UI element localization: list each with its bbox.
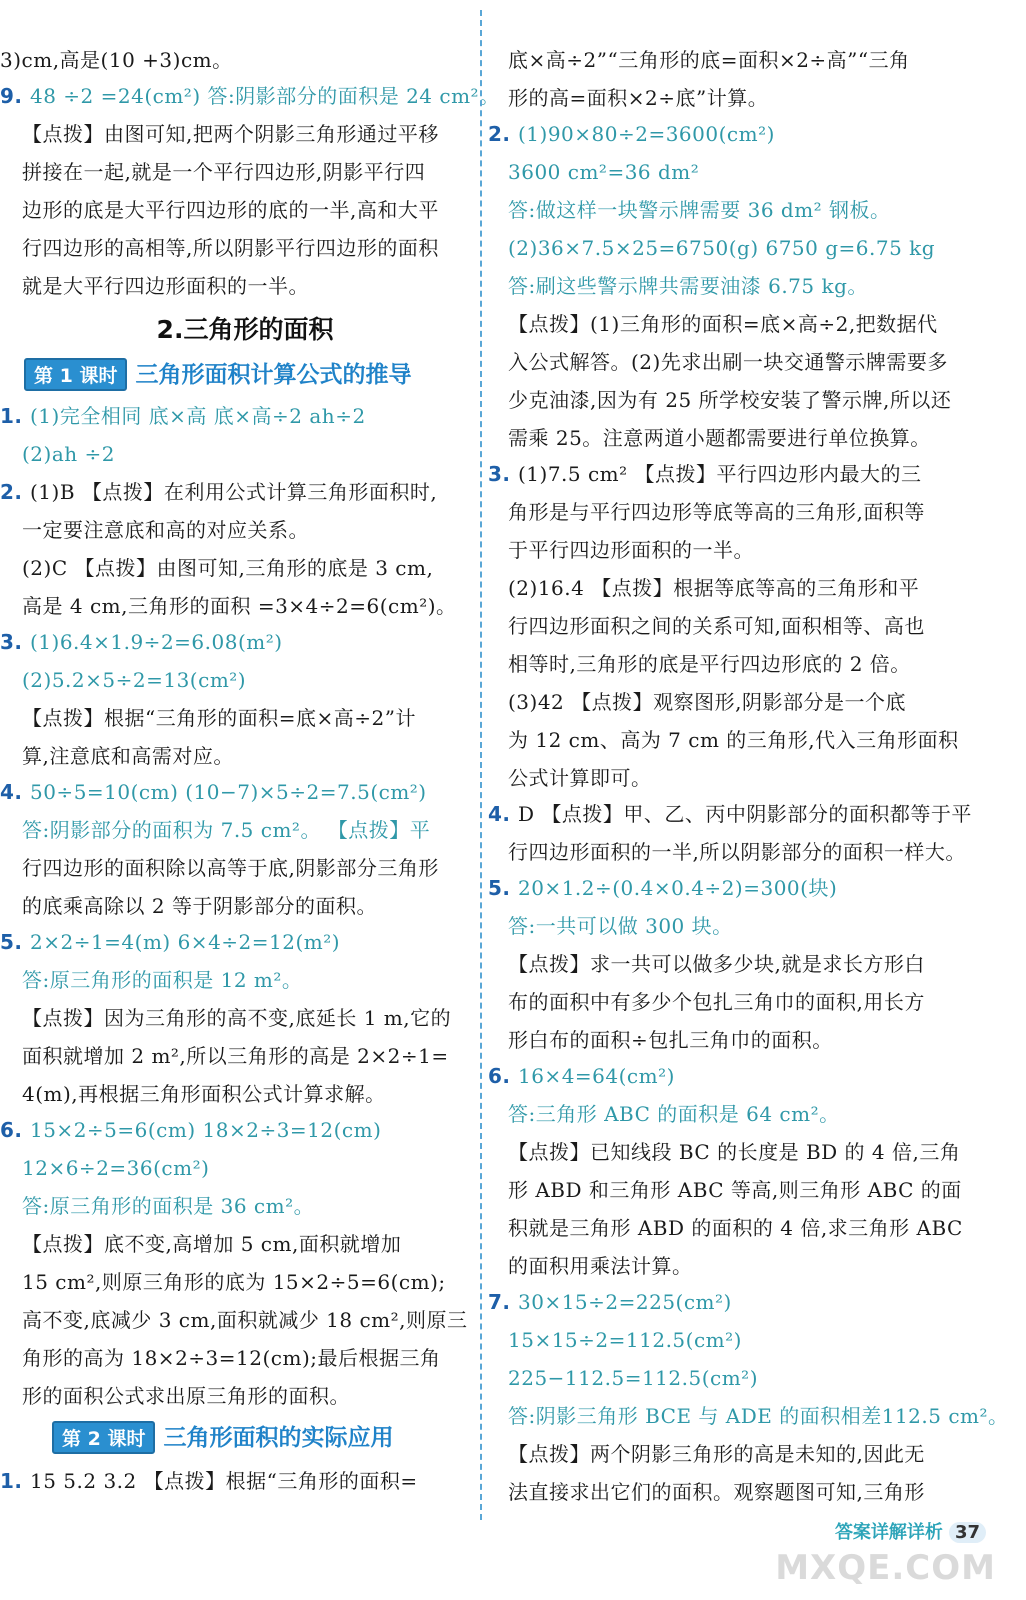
left-line: 角形的高为 18×2÷3=12(cm);最后根据三角 — [22, 1346, 441, 1370]
left-line: 一定要注意底和高的对应关系。 — [22, 518, 309, 542]
left-line: 【点拨】由图可知,把两个阴影三角形通过平移 — [22, 122, 439, 146]
right-line: (2)16.4 【点拨】根据等底等高的三角形和平 — [508, 576, 920, 600]
left-line: 4(m),再根据三角形面积公式计算求解。 — [22, 1082, 386, 1106]
right-line: 答:做这样一块警示牌需要 36 dm² 钢板。 — [508, 198, 891, 222]
right-line: 3600 cm²=36 dm² — [508, 160, 700, 184]
left-line: 6. 15×2÷5=6(cm) 18×2÷3=12(cm) — [0, 1118, 382, 1142]
right-line: 答:一共可以做 300 块。 — [508, 914, 733, 938]
right-line: 的面积用乘法计算。 — [508, 1254, 693, 1278]
right-line: 形白布的面积÷包扎三角巾的面积。 — [508, 1028, 833, 1052]
right-line: 公式计算即可。 — [508, 766, 652, 790]
lesson-1-header — [24, 356, 411, 391]
right-line: 入公式解答。(2)先求出刷一块交通警示牌需要多 — [508, 350, 948, 374]
right-line: 225−112.5=112.5(cm²) — [508, 1366, 758, 1390]
left-line: 3)cm,高是(10 +3)cm。 — [0, 48, 233, 72]
right-line: 布的面积中有多少个包扎三角巾的面积,用长方 — [508, 990, 925, 1014]
right-line: 7. 30×15÷2=225(cm²) — [488, 1290, 732, 1314]
left-line: 就是大平行四边形面积的一半。 — [22, 274, 309, 298]
left-line: 【点拨】因为三角形的高不变,底延长 1 m,它的 — [22, 1006, 452, 1030]
left-line: 行四边形的高相等,所以阴影平行四边形的面积 — [22, 236, 439, 260]
left-line: 12×6÷2=36(cm²) — [22, 1156, 210, 1180]
right-line: 积就是三角形 ABD 的面积的 4 倍,求三角形 ABC — [508, 1216, 963, 1240]
right-line: 【点拨】求一共可以做多少块,就是求长方形白 — [508, 952, 925, 976]
left-line: 高不变,底减少 3 cm,面积就减少 18 cm²,则原三 — [22, 1308, 468, 1332]
left-line: 15 cm²,则原三角形的底为 15×2÷5=6(cm); — [22, 1270, 446, 1294]
left-line: 拼接在一起,就是一个平行四边形,阴影平行四 — [22, 160, 426, 184]
left-line: (2)C 【点拨】由图可知,三角形的底是 3 cm, — [22, 556, 434, 580]
page-footer — [835, 1518, 986, 1544]
right-line: 需乘 25。注意两道小题都需要进行单位换算。 — [508, 426, 931, 450]
left-line: 2. (1)B 【点拨】在利用公式计算三角形面积时, — [0, 480, 438, 504]
lesson-2-title: 三角形面积的实际应用 — [163, 1425, 394, 1451]
right-line: 6. 16×4=64(cm²) — [488, 1064, 675, 1088]
right-line: (2)36×7.5×25=6750(g) 6750 g=6.75 kg — [508, 236, 936, 260]
right-line: 【点拨】(1)三角形的面积=底×高÷2,把数据代 — [508, 312, 938, 336]
lesson-2-header — [52, 1419, 393, 1454]
left-line: 算,注意底和高需对应。 — [22, 744, 234, 768]
left-line: 9. 48 ÷2 =24(cm²) 答:阴影部分的面积是 24 cm²。 — [0, 84, 500, 108]
right-line: 于平行四边形面积的一半。 — [508, 538, 754, 562]
column-divider — [480, 10, 482, 1520]
right-line: 为 12 cm、高为 7 cm 的三角形,代入三角形面积 — [508, 728, 959, 752]
right-line: 【点拨】已知线段 BC 的长度是 BD 的 4 倍,三角 — [508, 1140, 961, 1164]
right-line: 底×高÷2”“三角形的底=面积×2÷高”“三角 — [508, 48, 910, 72]
lesson-1-title: 三角形面积计算公式的推导 — [135, 362, 412, 388]
right-line: 相等时,三角形的底是平行四边形底的 2 倍。 — [508, 652, 911, 676]
right-line: 15×15÷2=112.5(cm²) — [508, 1328, 742, 1352]
right-line: 答:阴影三角形 BCE 与 ADE 的面积相差112.5 cm²。 — [508, 1404, 1009, 1428]
left-line: 答:原三角形的面积是 36 cm²。 — [22, 1194, 315, 1218]
lesson-2-badge: 第 2 课时 — [52, 1421, 155, 1454]
left-line: 行四边形的面积除以高等于底,阴影部分三角形 — [22, 856, 439, 880]
right-line: 答:刷这些警示牌共需要油漆 6.75 kg。 — [508, 274, 868, 298]
left-line: 5. 2×2÷1=4(m) 6×4÷2=12(m²) — [0, 930, 341, 954]
left-line: 的底乘高除以 2 等于阴影部分的面积。 — [22, 894, 377, 918]
left-line: 1. 15 5.2 3.2 【点拨】根据“三角形的面积= — [0, 1469, 418, 1493]
watermark: MXQE.COM — [775, 1548, 996, 1588]
section-title: 2.三角形的面积 — [156, 315, 334, 344]
left-line: 答:原三角形的面积是 12 m²。 — [22, 968, 303, 992]
right-line: 形的高=面积×2÷底”计算。 — [508, 86, 769, 110]
right-line: 少克油漆,因为有 25 所学校安装了警示牌,所以还 — [508, 388, 952, 412]
left-line: 1. (1)完全相同 底×高 底×高÷2 ah÷2 — [0, 404, 366, 428]
left-line: 形的面积公式求出原三角形的面积。 — [22, 1384, 350, 1408]
right-line: 答:三角形 ABC 的面积是 64 cm²。 — [508, 1102, 840, 1126]
right-line: 【点拨】两个阴影三角形的高是未知的,因此无 — [508, 1442, 925, 1466]
left-line: 3. (1)6.4×1.9÷2=6.08(m²) — [0, 630, 283, 654]
left-line: 边形的底是大平行四边形的底的一半,高和大平 — [22, 198, 439, 222]
right-line: 角形是与平行四边形等底等高的三角形,面积等 — [508, 500, 925, 524]
page-number: 37 — [949, 1522, 986, 1543]
right-line: 形 ABD 和三角形 ABC 等高,则三角形 ABC 的面 — [508, 1178, 962, 1202]
footer-label: 答案详解详析 — [834, 1522, 943, 1543]
right-line: 4. D 【点拨】甲、乙、丙中阴影部分的面积都等于平 — [488, 802, 972, 826]
right-line: (3)42 【点拨】观察图形,阴影部分是一个底 — [508, 690, 906, 714]
left-line: 高是 4 cm,三角形的面积 =3×4÷2=6(cm²)。 — [22, 594, 457, 618]
left-line: (2)5.2×5÷2=13(cm²) — [22, 668, 247, 692]
right-line: 2. (1)90×80÷2=3600(cm²) — [488, 122, 775, 146]
left-line: 答:阴影部分的面积为 7.5 cm²。 【点拨】平 — [22, 818, 431, 842]
right-line: 5. 20×1.2÷(0.4×0.4÷2)=300(块) — [488, 876, 838, 900]
right-line: 法直接求出它们的面积。观察题图可知,三角形 — [508, 1480, 925, 1504]
left-line: (2)ah ÷2 — [22, 442, 115, 466]
right-line: 行四边形面积之间的关系可知,面积相等、高也 — [508, 614, 925, 638]
left-line: 【点拨】根据“三角形的面积=底×高÷2”计 — [22, 706, 416, 730]
left-line: 4. 50÷5=10(cm) (10−7)×5÷2=7.5(cm²) — [0, 780, 427, 804]
left-line: 面积就增加 2 m²,所以三角形的高是 2×2÷1= — [22, 1044, 449, 1068]
right-line: 3. (1)7.5 cm² 【点拨】平行四边形内最大的三 — [488, 462, 922, 486]
left-line: 【点拨】底不变,高增加 5 cm,面积就增加 — [22, 1232, 402, 1256]
lesson-1-badge: 第 1 课时 — [24, 358, 127, 391]
right-line: 行四边形面积的一半,所以阴影部分的面积一样大。 — [508, 840, 966, 864]
